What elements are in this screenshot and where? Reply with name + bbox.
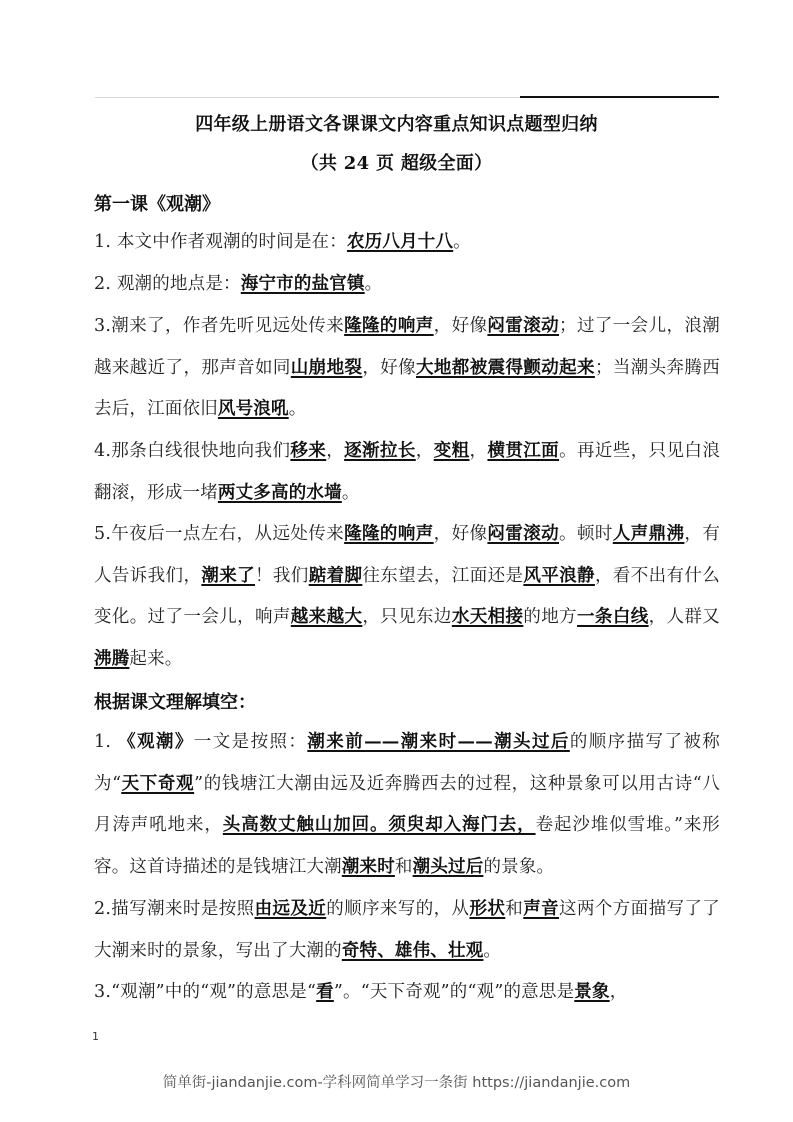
page-number: 1 [92, 1030, 99, 1043]
lesson-item-1: 1. 本文中作者观潮的时间是在：农历八月十八。 [94, 232, 471, 252]
header-rule-black [520, 96, 719, 98]
lesson-item-3: 3.潮来了，作者先听见远处传来隆隆的响声，好像闷雷滚动；过了一会儿，浪潮越来越近了，那声音如同山崩地裂，好像大地都被震得颤动起来；当潮头奔腾西去后，江面依旧风号浪吼。 [94, 316, 720, 419]
document-title: 四年级上册语文各课课文内容重点知识点题型归纳 [195, 114, 598, 135]
lesson-heading: 第一课《观潮》 [94, 194, 220, 215]
lesson-item-4: 4.那条白线很快地向我们移来，逐渐拉长，变粗，横贯江面。再近些，只见白浪翻滚，形成一堵两丈多高的水墙。 [94, 441, 721, 503]
document-subtitle: （共 24 页 超级全面） [300, 153, 493, 174]
fill-in-heading: 根据课文理解填空： [94, 692, 256, 713]
lesson-item-5: 5.午夜后一点左右，从远处传来隆隆的响声，好像闷雷滚动。顿时人声鼎沸，有人告诉我们，潮来了！我们踮着脚往东望去，江面还是风平浪静，看不出有什么变化。过了一会儿，响声越来越大，只见东边水天相接的地方一条白线，人群又沸腾起来。 [94, 524, 721, 669]
footer-watermark: 简单街-jiandanjie.com-学科网简单学习一条街 https://jiandanjie.com [162, 1075, 631, 1091]
fill-item-1: 1. 《观潮》一文是按照：潮来前——潮来时——潮头过后的顺序描写了被称为“天下奇观”的钱塘江大潮由远及近奔腾西去的过程，这种景象可以用古诗“八月涛声吼地来，头高数丈触山加回。须臾却入海门去，卷起沙堆似雪堆。”来形容。这首诗描述的是钱塘江大潮潮来时和潮头过后的景象。 [94, 732, 720, 877]
fill-item-3: 3.“观潮”中的“观”的意思是“看”。“天下奇观”的“观”的意思是景象， [94, 982, 628, 1002]
fill-item-2: 2.描写潮来时是按照由远及近的顺序来写的，从形状和声音这两个方面描写了了大潮来时的景象，写出了大潮的奇特、雄伟、壮观。 [94, 899, 721, 961]
lesson-item-2: 2. 观潮的地点是：海宁市的盐官镇。 [94, 274, 383, 294]
header-rule-gray [95, 97, 520, 98]
